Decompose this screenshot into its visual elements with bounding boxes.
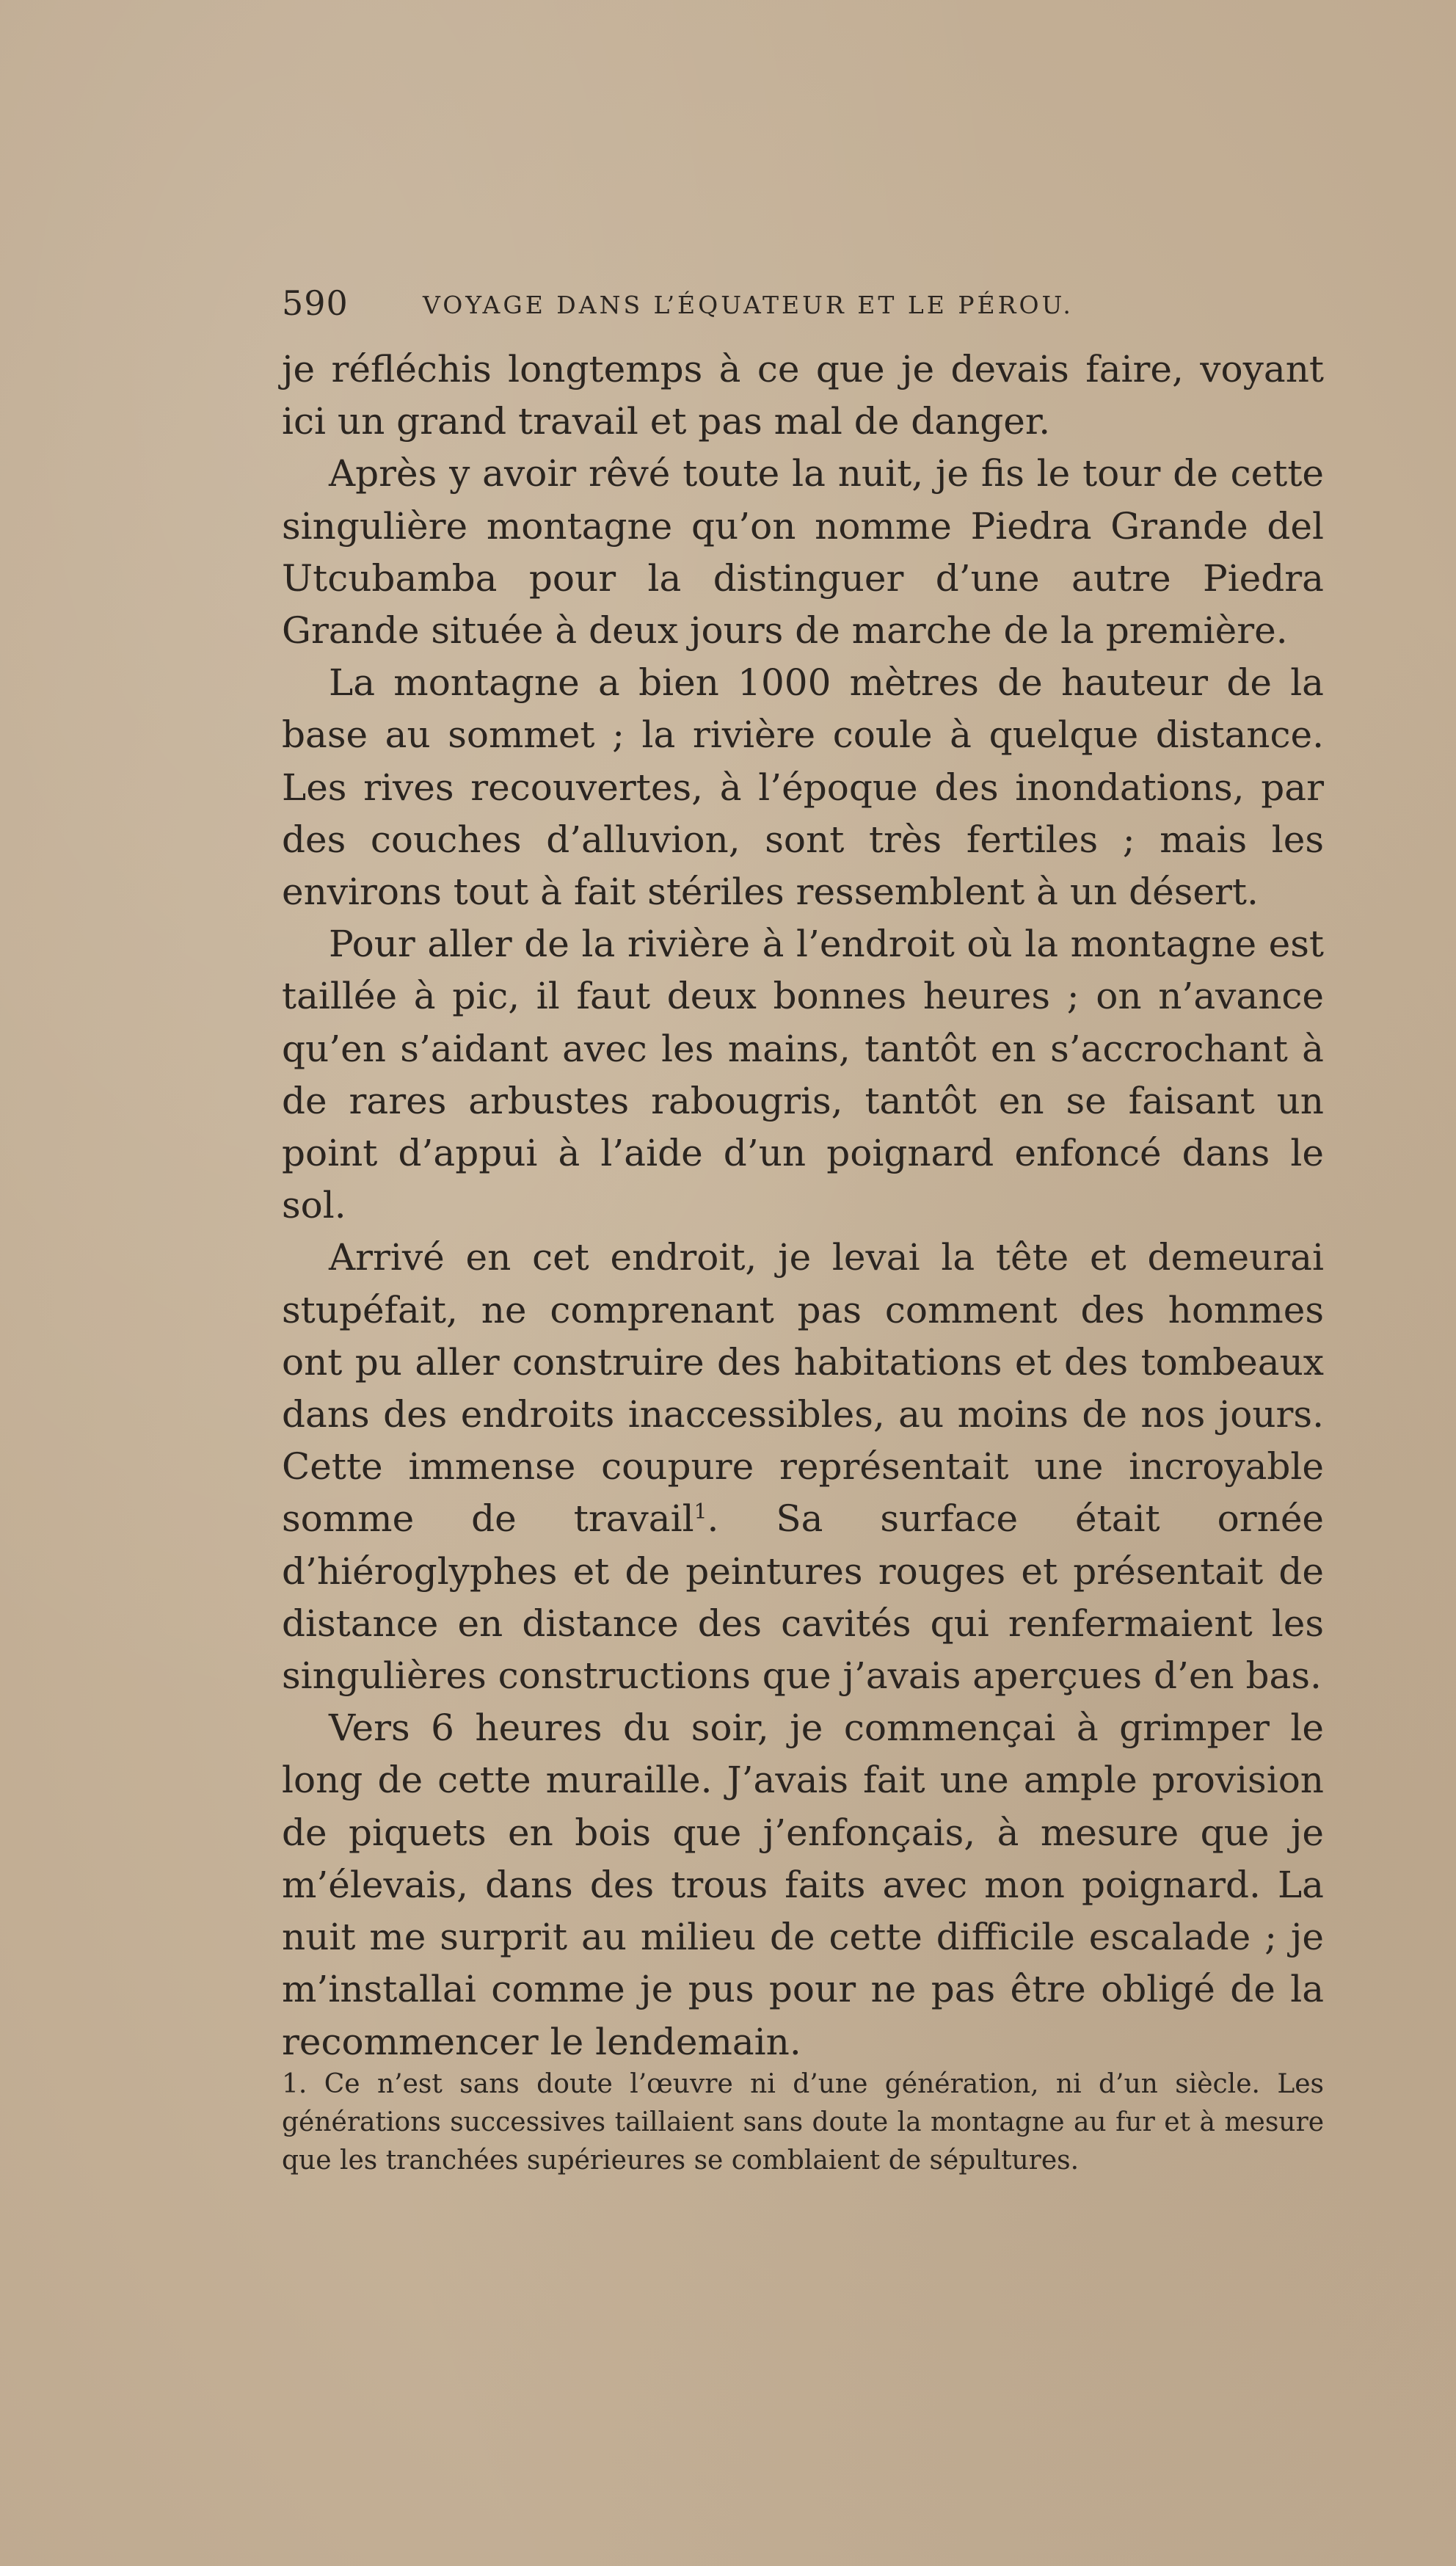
paragraph-3: La montagne a bien 1000 mètres de hauteur de la base au sommet ; la rivière coule à quelque distance. Les rives recouvertes, à l’époque des inondations, par des couches d’alluvion, sont très fertiles ; mais les environs tout à fait stériles ressemblent à un désert. (282, 661, 1324, 914)
paragraph-5-text-a: Arrivé en cet endroit, je levai la tête et demeurai stupéfait, ne comprenant pas comment des hommes ont pu aller construire des habitations et des tombeaux dans des endroits inaccessibles, au moins de nos jours. Cette immense coupure représentait une incroyable somme de travail (282, 1236, 1324, 1541)
footnotes (282, 2065, 1324, 2180)
paragraph-2: Après y avoir rêvé toute la nuit, je fis le tour de cette singulière montagne qu’on nomme Piedra Grande del Utcubamba pour la distinguer d’une autre Piedra Grande située à deux jours de marche de la première. (282, 452, 1324, 653)
paragraph-5-text-b: . Sa surface était ornée d’hiéroglyphes et de peintures rouges et présentait de distance en distance des cavités qui renfermaient les singulières constructions que j’avais aperçues d’en bas. (282, 1497, 1324, 1698)
running-title: VOYAGE DANS L’ÉQUATEUR ET LE PÉROU. (423, 291, 1074, 319)
paragraph-1: je réfléchis longtemps à ce que je devais faire, voyant ici un grand travail et pas mal de danger. (282, 348, 1324, 443)
paragraph-4: Pour aller de la rivière à l’endroit où la montagne est taillée à pic, il faut deux bonnes heures ; on n’avance qu’en s’aidant avec les mains, tantôt en s’accrochant à de rares arbustes rabougris, tantôt en se faisant un point d’appui à l’aide d’un poignard enfoncé dans le sol. (282, 923, 1324, 1227)
footnote-1: 1. Ce n’est sans doute l’œuvre ni d’une génération, ni d’un siècle. Les générations successives taillaient sans doute la montagne au fur et à mesure que les tranchées supérieures se comblaient de sépultures. (282, 2069, 1324, 2176)
paragraph-5 (282, 1232, 1324, 1702)
page-header (282, 283, 1324, 324)
page-number: 590 (282, 283, 349, 323)
main-text (282, 344, 1324, 2068)
footnote-reference: 1 (694, 1499, 707, 1524)
paragraph-6: Vers 6 heures du soir, je commençai à grimper le long de cette muraille. J’avais fait une ample provision de piquets en bois que j’enfonçais, à mesure que je m’élevais, dans des trous faits avec mon poignard. La nuit me surprit au milieu de cette difficile escalade ; je m’installai comme je pus pour ne pas être obligé de la recommencer le lendemain. (282, 1707, 1324, 2063)
